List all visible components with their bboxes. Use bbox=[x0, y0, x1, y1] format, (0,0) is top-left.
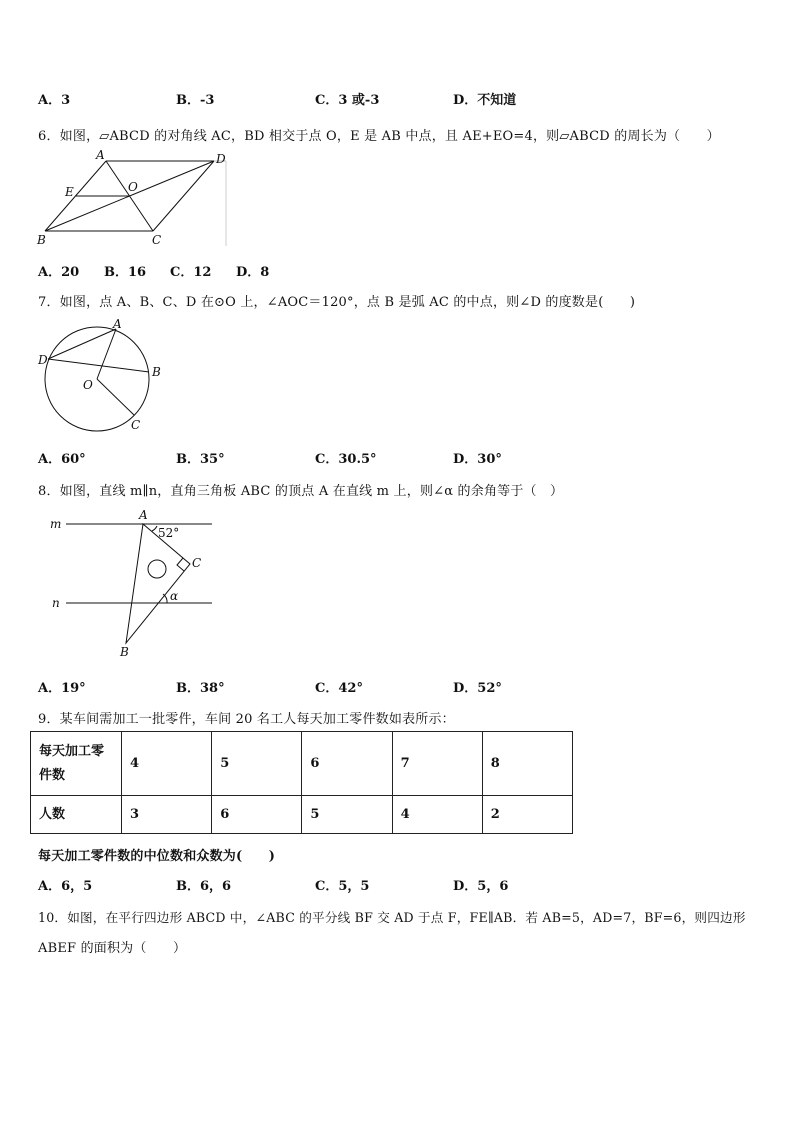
table-cell: 8 bbox=[482, 732, 572, 796]
q8-option-c: C．42° bbox=[315, 681, 363, 696]
q9-option-a: A．6，5 bbox=[38, 879, 93, 894]
q8-label-b: B bbox=[120, 645, 129, 659]
table-cell: 5 bbox=[302, 796, 392, 834]
q7-label-o: O bbox=[83, 378, 93, 392]
q7-label-c: C bbox=[131, 418, 141, 432]
table-cell: 4 bbox=[392, 796, 482, 834]
table-cell: 3 bbox=[122, 796, 212, 834]
q8-option-a: A．19° bbox=[38, 681, 86, 696]
q8-angle-arc-alpha bbox=[163, 594, 167, 603]
q5-option-b: B．-3 bbox=[176, 93, 215, 108]
q6-option-c: C．12 bbox=[170, 265, 212, 280]
table-cell: 7 bbox=[392, 732, 482, 796]
table-row bbox=[31, 796, 573, 834]
q7-radius-oc bbox=[97, 379, 134, 415]
q8-label-52: 52° bbox=[158, 526, 180, 540]
q7-option-d: D．30° bbox=[453, 452, 502, 467]
q8-label-m: m bbox=[50, 517, 62, 531]
q8-label-n: n bbox=[52, 596, 60, 610]
q7-chord-db bbox=[48, 359, 149, 372]
q10-stem-line2: ABEF 的面积为（ ） bbox=[38, 941, 187, 956]
q5-option-c: C．3 或-3 bbox=[315, 93, 380, 108]
table-row bbox=[31, 732, 573, 796]
q5-option-d: D．不知道 bbox=[453, 93, 517, 108]
q7-circle-figure bbox=[30, 317, 170, 435]
q7-label-b: B bbox=[152, 365, 161, 379]
q8-option-d: D．52° bbox=[453, 681, 502, 696]
q8-ruler-hole bbox=[148, 560, 166, 578]
q10-stem-line1: 10．如图，在平行四边形 ABCD 中，∠ABC 的平分线 BF 交 AD 于点 F，FE∥AB．若 AB=5，AD=7，BF=6，则四边形 bbox=[38, 910, 746, 925]
table-cell: 2 bbox=[482, 796, 572, 834]
table-cell: 6 bbox=[212, 796, 302, 834]
q8-option-b: B．38° bbox=[176, 681, 225, 696]
table-cell: 5 bbox=[212, 732, 302, 796]
q6-label-d: D bbox=[216, 152, 226, 166]
table-cell: 6 bbox=[302, 732, 392, 796]
q6-parallelogram-figure bbox=[36, 150, 232, 248]
q8-triangle-abc bbox=[126, 524, 190, 643]
q9-stem: 9．某车间需加工一批零件，车间 20 名工人每天加工零件数如表所示： bbox=[38, 712, 455, 727]
q7-label-d: D bbox=[38, 353, 48, 367]
q6-option-d: D．8 bbox=[236, 265, 270, 280]
q6-label-e: E bbox=[65, 185, 74, 199]
q6-label-c: C bbox=[152, 233, 162, 247]
q7-label-a: A bbox=[113, 317, 122, 331]
q7-option-b: B．35° bbox=[176, 452, 225, 467]
q9-option-b: B．6，6 bbox=[176, 879, 232, 894]
q6-label-a: A bbox=[96, 150, 105, 162]
q7-stem: 7．如图，点 A、B、C、D 在⊙O 上，∠AOC＝120°，点 B 是弧 AC 的中点，则∠D 的度数是( ) bbox=[38, 295, 636, 310]
q6-label-o: O bbox=[128, 180, 138, 194]
table-cell: 4 bbox=[122, 732, 212, 796]
q9-data-table bbox=[30, 731, 573, 834]
q6-option-b: B．16 bbox=[104, 265, 147, 280]
q9-option-c: C．5，5 bbox=[315, 879, 370, 894]
q8-label-alpha: α bbox=[170, 589, 179, 603]
q8-stem: 8．如图，直线 m∥n，直角三角板 ABC 的顶点 A 在直线 m 上，则∠α 的余角等于（ ） bbox=[38, 484, 564, 499]
q5-option-a: A．3 bbox=[38, 93, 71, 108]
q6-side-dc bbox=[153, 161, 214, 231]
q9-row2-header: 人数 bbox=[31, 796, 122, 834]
q6-stem: 6．如图，▱ABCD 的对角线 AC，BD 相交于点 O，E 是 AB 中点，且 AE+EO=4，则▱ABCD 的周长为（ ） bbox=[38, 129, 720, 144]
q6-option-a: A．20 bbox=[38, 265, 80, 280]
q8-parallel-lines-figure bbox=[46, 504, 218, 660]
q9-row1-header: 每天加工零 件数 bbox=[31, 732, 122, 796]
q8-angle-arc-52 bbox=[152, 526, 157, 531]
q9-option-d: D．5，6 bbox=[453, 879, 509, 894]
q7-option-c: C．30.5° bbox=[315, 452, 377, 467]
q8-label-a: A bbox=[139, 508, 148, 522]
q6-label-b: B bbox=[37, 233, 46, 247]
q7-option-a: A．60° bbox=[38, 452, 86, 467]
q8-right-angle-mark bbox=[177, 558, 184, 571]
q8-label-c: C bbox=[192, 556, 202, 570]
q9-question: 每天加工零件数的中位数和众数为( ) bbox=[38, 849, 276, 864]
